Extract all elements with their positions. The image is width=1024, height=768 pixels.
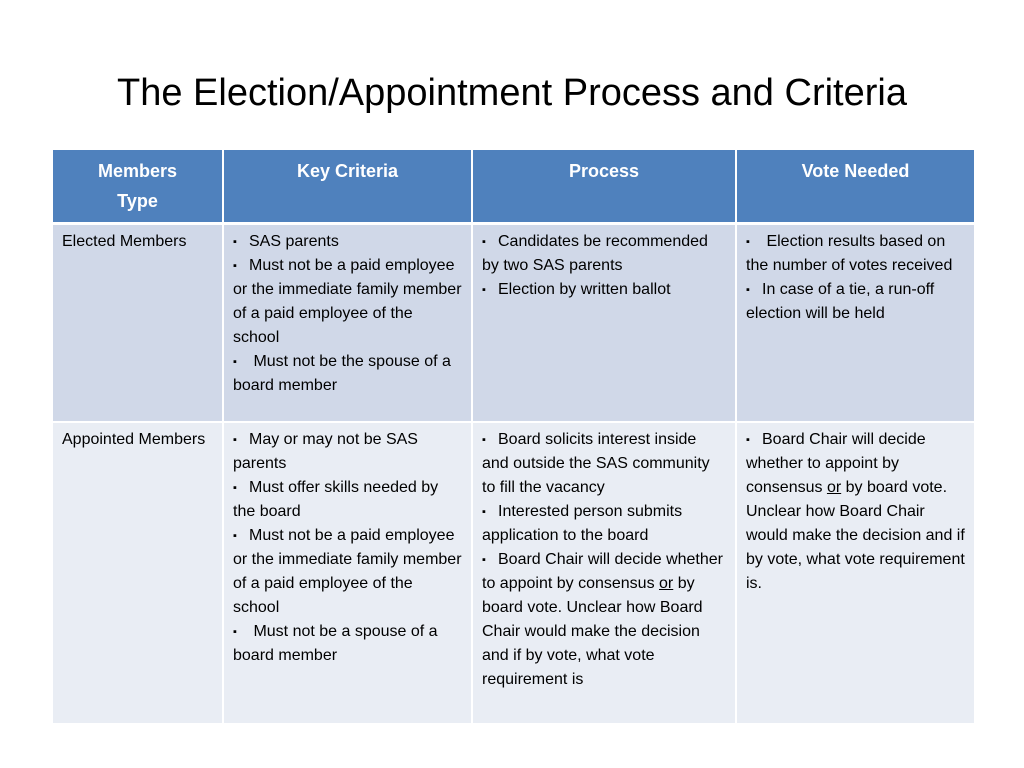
table-header-row bbox=[53, 150, 974, 224]
table-row-elected bbox=[53, 224, 974, 423]
square-bullet-icon: ▪ bbox=[482, 236, 486, 248]
header-process: Process bbox=[472, 150, 736, 224]
square-bullet-icon: ▪ bbox=[746, 284, 750, 296]
square-bullet-icon: ▪ bbox=[482, 506, 486, 518]
criteria-item: ▪ Must not be a paid employee or the immediate family member of a paid employee of the school bbox=[233, 254, 463, 350]
header-members-type-line2: Type bbox=[117, 191, 158, 211]
criteria-item: ▪ Must not be a paid employee or the immediate family member of a paid employee of the school bbox=[233, 524, 463, 620]
vote-item: ▪ Board Chair will decide whether to appoint by consensus or by board vote. Unclear how Board Chair would make the decision and if by vote, what vote requirement is. bbox=[746, 428, 966, 596]
criteria-item: ▪ May or may not be SAS parents bbox=[233, 428, 463, 476]
cell-vote-needed bbox=[736, 224, 974, 423]
process-item: ▪ Board solicits interest inside and outside the SAS community to fill the vacancy bbox=[482, 428, 727, 500]
square-bullet-icon: ▪ bbox=[233, 236, 237, 248]
cell-process bbox=[472, 422, 736, 724]
square-bullet-icon: ▪ bbox=[482, 434, 486, 446]
criteria-table bbox=[53, 150, 974, 725]
criteria-item: ▪ Must offer skills needed by the board bbox=[233, 476, 463, 524]
members-type-label: Appointed Members bbox=[62, 431, 206, 448]
square-bullet-icon: ▪ bbox=[233, 530, 237, 542]
members-type-label: Elected Members bbox=[62, 233, 187, 250]
vote-item: ▪ Election results based on the number of votes received bbox=[746, 230, 966, 278]
process-item: ▪ Election by written ballot bbox=[482, 278, 727, 302]
process-item: ▪ Candidates be recommended by two SAS parents bbox=[482, 230, 727, 278]
cell-process bbox=[472, 224, 736, 423]
square-bullet-icon: ▪ bbox=[746, 434, 750, 446]
square-bullet-icon: ▪ bbox=[233, 482, 237, 494]
emphasis-or: or bbox=[826, 479, 842, 496]
vote-item: ▪ In case of a tie, a run-off election will be held bbox=[746, 278, 966, 326]
header-key-criteria: Key Criteria bbox=[223, 150, 472, 224]
header-members-type-line1: Members bbox=[97, 161, 178, 181]
square-bullet-icon: ▪ bbox=[233, 626, 237, 638]
header-vote-needed: Vote Needed bbox=[736, 150, 974, 224]
square-bullet-icon: ▪ bbox=[233, 356, 237, 368]
emphasis-or: or bbox=[659, 575, 674, 592]
criteria-item: ▪ Must not be the spouse of a board member bbox=[233, 350, 463, 398]
cell-key-criteria bbox=[223, 422, 472, 724]
cell-key-criteria bbox=[223, 224, 472, 423]
square-bullet-icon: ▪ bbox=[233, 434, 237, 446]
header-members-type bbox=[53, 150, 223, 224]
criteria-item: ▪ Must not be a spouse of a board member bbox=[233, 620, 463, 668]
cell-vote-needed bbox=[736, 422, 974, 724]
process-item: ▪ Interested person submits application to the board bbox=[482, 500, 727, 548]
square-bullet-icon: ▪ bbox=[482, 554, 486, 566]
square-bullet-icon: ▪ bbox=[482, 284, 486, 296]
table-row-appointed bbox=[53, 422, 974, 724]
criteria-item: ▪ SAS parents bbox=[233, 230, 463, 254]
process-item: ▪ Board Chair will decide whether to appoint by consensus or by board vote. Unclear how Board Chair would make the decision and if by vote, what vote requirement is bbox=[482, 548, 727, 692]
cell-members-type bbox=[53, 422, 223, 724]
cell-members-type bbox=[53, 224, 223, 423]
slide-title: The Election/Appointment Process and Criteria bbox=[117, 72, 907, 114]
square-bullet-icon: ▪ bbox=[746, 236, 750, 248]
square-bullet-icon: ▪ bbox=[233, 260, 237, 272]
